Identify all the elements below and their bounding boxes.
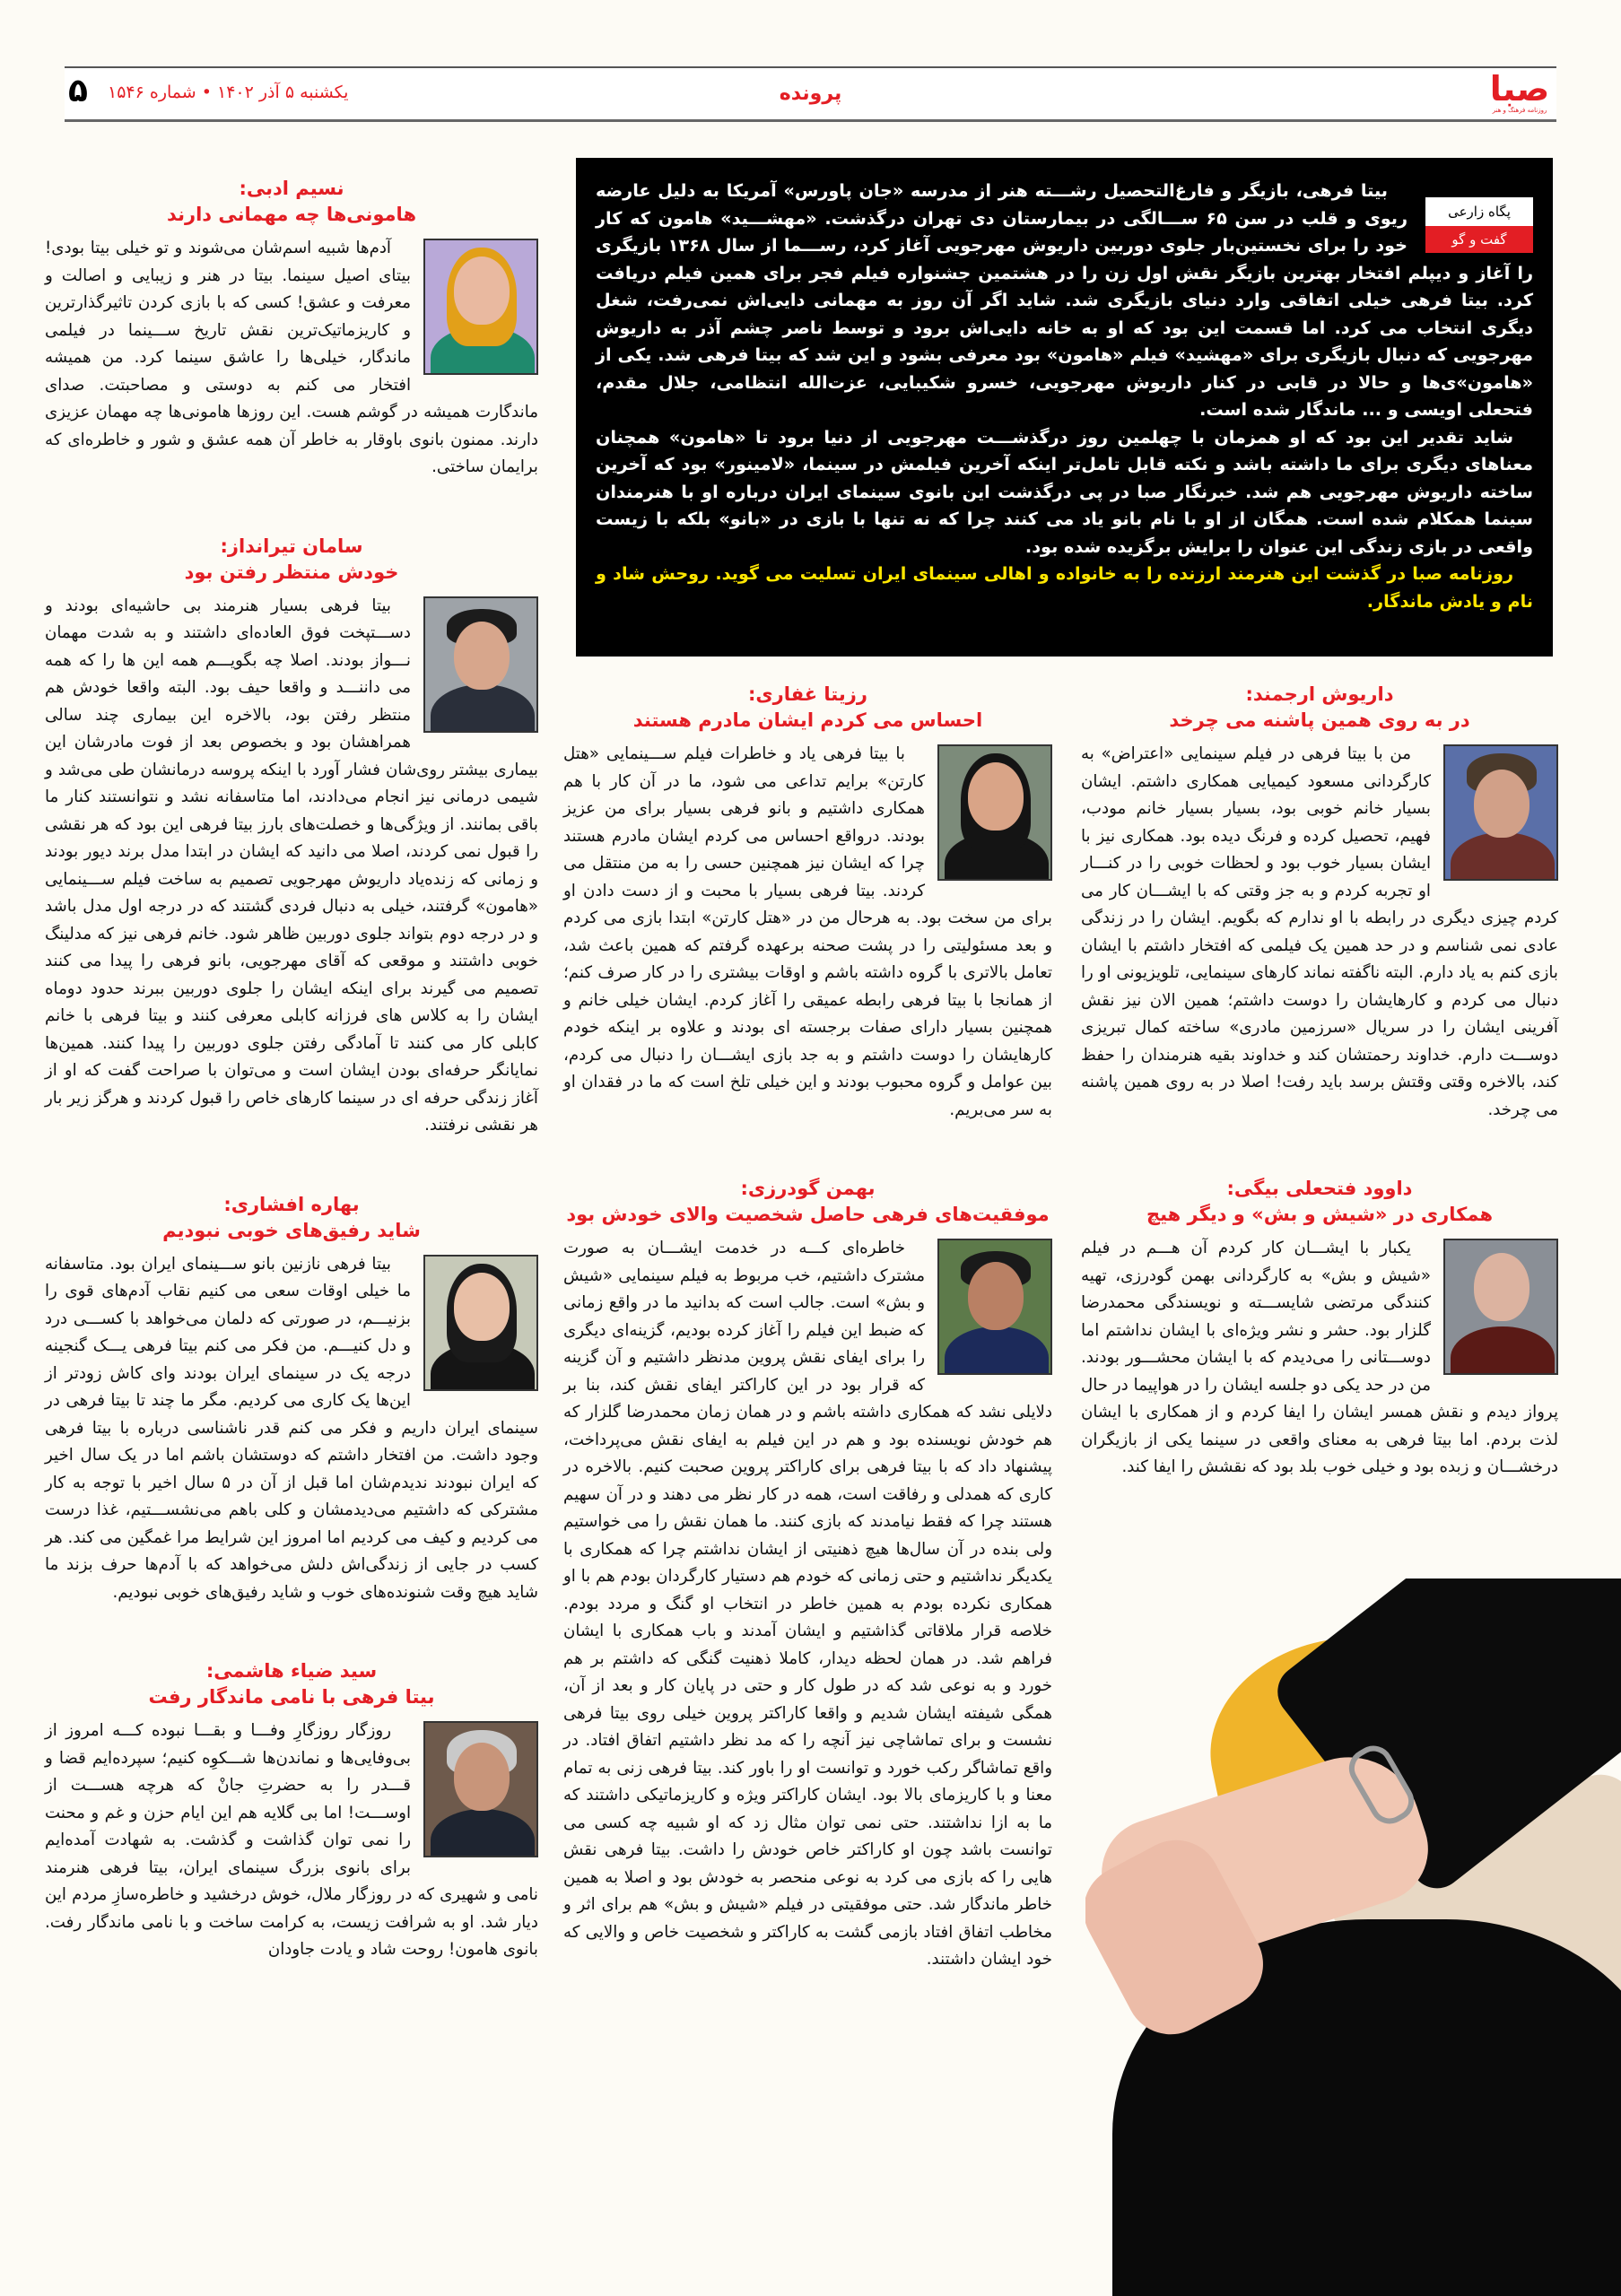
- story-speaker: سید ضیاء هاشمی:: [205, 1660, 378, 1682]
- story-text: خاطره‌ای کـــه در خدمت ایشـــان به صورت مشترک داشتیم، خب مربوط به فیلم سینمایی «شیش و بش» است. جالب است که بدانید ما در واقع زمانی که ضبط این فیلم را آغاز کرده بودیم، گزینه‌ای دیگری را برای ایفای نقش پروین مدنظر داشتیم و آن گزینه که قرار بود در این کاراکتر ایفای نقش کند، بنا بر دلایلی نشد که همکاری داشته باشم و در همان زمان محمدرضا گلزار که هم خودش نویسنده بود و هم در این فیلم به ایفای نقش می‌پرداخت، پیشنهاد داد که با بیتا فرهی برای کاراکتر پروین صحبت کنیم. بالاخره در کاری که همدلی و رفاقت است، همه در کار نظر می دهند و در آن سهیم هستند چرا که فقط نیامدند که بازی کنند. ما همان نقش را می خواستیم ولی بنده در آن سال‌ها هیچ ذهنیتی از ایشان نداشتم چرا که همکاری با یکدیگر نداشتیم و حتی زمانی که خودم هم دستیار کارگردان بودم هم با او همکاری نکرده بودم به همین خاطر در انتخاب او گنگ و مردد بودم. خلاصه قرار ملاقاتی گذاشتیم و ایشان آمدند و باب همکاری با ایشان فراهم شد. در همان لحظه دیدار، کاملا ذهنیت گنگی که داشتم بر هم خورد و به نوعی شد که در طول کار و حتی در پایان کار و بعد از آن، همگی شیفته ایشان شدیم و واقعا کاراکتر پروین خیلی روی بیتا فرهی نشست و برای تماشاچی نیز آنچه را که مد نظر داشتیم اتفاق افتاد. در واقع تماشاگر رکب خورد و توانست او را باور کند. بیتا فرهی زنی به تمام معنا و با کاریزمای بالا بود. ایشان کاراکتر ویژه و کاریزماتیکی داشتند که ما به ازا نداشتند. حتی نمی توان مثال زد که او شبیه چه کسی می توانست باشد چون او کاراکتر خاص خودش را داشت. بیتا فرهی نقش هایی را که بازی می کرد به نوعی منحصر به خودش بود و اصلا به همین خاطر ماندگار شد. حتی موفقیتی در فیلم «شیش و بش» هم برای اثر و مخاطب اتفاق افتاد بازمی گشت به کاراکتر و شخصیت خاص و والایی که خود ایشان داشتند.: [563, 1239, 1052, 1969]
- logo-tagline: روزنامه فرهنگ و هنر: [1492, 107, 1547, 114]
- column-middle: [563, 682, 1052, 2026]
- story-speaker: داریوش ارجمند:: [1245, 683, 1394, 705]
- story-text: بیتا فرهی نازنین بانو ســـینمای ایران بود. متاسفانه ما خیلی اوقات سعی می کنیم نقاب آدم‌های قوی را بزنیـــم، در صورتی که دلمان می‌خواهد با کســـی درد و دل کنیـــم. من فکر می کنم بیتا فرهی یـــک گنجینه درجه یک در سینمای ایران بودند وای کاش زودتر از این‌ها یک کاری می کردیم. مگر ما چند تا بیتا فرهی در سینمای ایران داریم و فکر می کنم قدر ناشناسی درباره با بیتا فرهی وجود داشت. من افتخار داشتم که دوستشان باشم اما در یک سال اخیر که ایران نبودند ندیدم‌شان اما قبل از آن در ۵ سال اخیر با توجه به کار مشترکی که داشتیم می‌دیدمشان و کلی باهم می‌نشســـتیم، غذا درست می کردیم و کیف می کردیم اما امروز این شرایط مرا غمگین می کند. هر کسب در جایی از زندگی‌اش دلش می‌خواهد که با آدم‌ها حرف بزند ما شاید هیچ وقت شنونده‌های خوب و شاید رفیق‌های خوبی نبودیم.: [45, 1254, 538, 1602]
- story-arjmand: [1081, 682, 1558, 1124]
- page-number: ۵: [68, 73, 88, 109]
- story-body: [45, 1718, 538, 1964]
- hands-photo: [1085, 1578, 1621, 2296]
- issue-date-number: یکشنبه ۵ آذر ۱۴۰۲ • شماره ۱۵۴۶: [108, 83, 349, 102]
- story-adibi: [45, 176, 538, 482]
- byline-author: پگاه زارعی: [1425, 197, 1533, 226]
- story-goudarzi: [563, 1176, 1052, 1974]
- story-afshari: [45, 1192, 538, 1607]
- story-speaker: سامان تیرانداز:: [220, 535, 363, 557]
- story-body: [563, 741, 1052, 1124]
- story-body: [45, 1251, 538, 1607]
- story-speaker: بهاره افشاری:: [223, 1193, 360, 1215]
- story-text: یکبار با ایشـــان کار کردم آن هـــم در فیلم «شیش و بش» به کارگردانی بهمن گودرزی، تهیه کنندگی مرتضی شایســـته و نویسندگی محمدرضا گلزار بود. حشر و نشر ویژه‌ای با ایشان نداشتم اما دوســـتانی را می‌دیدم که با ایشان محشـــور بودند. من در حد یکی دو جلسه ایشان را در هواپیما در حال پرواز دیدم و نقش همسر ایشان را ایفا کردم و از همکاری با ایشان لذت بردم. اما بیتا فرهی به معنای واقعی در سینما یکی از بازیگران درخشـــان و زبده بود و خیلی خوب بلد بود که نقشش را ایفا کند.: [1081, 1239, 1558, 1476]
- story-body: [1081, 741, 1558, 1124]
- story-text: بیتا فرهی بسیار هنرمند بی حاشیه‌ای بودند و دســـتپخت فوق العاده‌ای داشتند و به شدت مهمان نـــواز بودند. اصلا چه بگویـــم همه این ها را که همه می داننـــد و واقعا حیف بود. البته واقعا خودش هم منتظر رفتن بود، بالاخره این بیماری چند سالی همراهشان بود و بخصوص بعد از فوت مادرشان این بیماری بیشتر روی‌شان فشار آورد با اینکه پروسه درمانشان طی می‌شد و شیمی درمانی نیز انجام می‌دادند، اما متاسفانه نشد و نتوانستند کنار ما باقی بمانند. از ویژگی‌ها و خصلت‌های بارز بیتا فرهی این بود که هر نقشی را قبول نمی کردند، اصلا می دانید که ایشان در ابتدا مدل برند دیور بودند و زمانی که زنده‌یاد داریوش مهرجویی تصمیم به ساخت فیلم ســـینمایی «هامون» گرفتند، خیلی به دنبال فردی گشتند که در درجه اول مدل باشد و در درجه دوم بتواند جلوی دوربین ظاهر شود. خانم فرهی نیز که مدلینگ خوبی داشتند و موقعی که آقای مهرجویی، بانو فرهی را پیدا می کنند تصمیم می گیرند برای اینکه ایشان را جلوی دوربین ببرند حدود دوماه ایشان را به کلاس های فرزانه کابلی معرفی کنند و بیتا فرهی با خانم کابلی کار می کنند تا آمادگی رفتن جلوی دوربین را پیدا کنند. همین‌ها نمایانگر حرفه‌ای بودن ایشان است و می‌توان با صراحت گفت که او از آغاز زندگی حرفه ای در سینما کارهای خاص را قبول کردند و هرگز زیر بار هر نقشی نرفتند.: [45, 596, 538, 1135]
- portrait-photo: [937, 1239, 1052, 1375]
- story-headline: شاید رفیق‌های خوبی نبودیم: [162, 1219, 421, 1241]
- story-text: من با بیتا فرهی در فیلم سینمایی «اعتراض» به کارگردانی مسعود کیمیایی همکاری داشتم. ایشان بسیار خانم خوبی بود، بسیار بسیار خانم مودب، فهیم، تحصیل کرده و فرنگ دیده بود. همکاری نیز با ایشان بسیار خوب بود و لحظات خوبی را در کنـــار او تجربه کردم و به جز وقتی که با ایشـــان کار می کردم چیزی دیگری در رابطه با او ندارم که بگویم. ایشان را در زندگی عادی نمی شناسم و در حد همین یک فیلمی که افتخار داشتم با ایشان بازی کنم به یاد دارم. البته ناگفته نماند کارهای سینمایی، تلویزیونی او را دنبال می کردم و کارهایشان را دوست داشتم؛ همین الان نیز نقش آفرینی ایشان را در سریال «سرزمین مادری» ساخته کمال تبریزی دوســـت دارم. خداوند رحمتشان کند و خداوند بقیه هنرمندان را حفظ کند، بالاخره وقتی وقتش برسد باید رفت! اصلا در به روی همین پاشنه می چرخد.: [1081, 744, 1558, 1119]
- byline-type: گفت و گو: [1425, 226, 1533, 253]
- story-body: [45, 235, 538, 482]
- story-text: روزگار روزگارِ وفـــا و بقـــا نبوده کـــه امروز از بی‌وفایی‌ها و نماندن‌ها شـــکوِه کنیم؛ سپرده‌ایم قضا و قـــدر را به حضرتِ جانْ که هرچه هســـت از اوســـت! اما بی گلایه هم این ایام حزن و غم و محنت را نمی توان گذاشت و گذشت. به شهادت آمده‌ایم برای بانوی بزرگ سینمای ایران، بیتا فرهی هنرمند نامی و شهیری که در روزگار ملال، خوش درخشید و خاطره‌سازِ مردم این دیار شد. او به شرافت زیست، به کرامت ساخت و با نامی ماندگار رفت. بانوی هامون! روحت شاد و یادت جاودان: [45, 1721, 538, 1959]
- intro-paragraph: شاید تقدیر این بود که او همزمان با چهلمین روز درگذشـــت مهرجویی از دنیا برود تا «هامون» همچنان معناهای دیگری برای ما داشته باشد و نکته قابل تامل‌تر اینکه آخرین فیلمش در سینما، «لامینور» بود که آخرین ساخته داریوش مهرجویی هم شد. خبرنگار صبا در پی درگذشت این بانوی سینمای ایران درباره او با هنرمندان سینما همکلام شده است. همگان از او با نام بانو یاد می کنند چرا که نه تنها با بازی در «بانو» بلکه با زیست واقعی در بازی زندگی این عنوان را برایش برگزیده شده بود.: [596, 426, 1533, 557]
- story-body: [45, 593, 538, 1140]
- story-text: با بیتا فرهی یاد و خاطرات فیلم ســـینمایی «هتل کارتن» برایم تداعی می شود، ما در آن کار با هم همکاری داشتیم و بانو فرهی بسیار برای من عزیز بودند. درواقع احساس می کردم ایشان مادرم هستند چرا که ایشان نیز همچنین حسی را به من منتقل می کردند. بیتا فرهی بسیار با محبت و از دست دادن او برای من سخت بود. به هرحال من در «هتل کارتن» ابتدا بازی می کردم و بعد مسئولیتی را در پشت صحنه برعهده گرفتم که همین باعث شد، تعامل بالاتری با گروه داشته باشم و اوقات بیشتری را در کار صرف کنم؛ از همانجا با بیتا فرهی رابطه عمیقی را آغاز کردم. ایشان خیلی خانم و همچنین بسیار دارای صفات برجسته ای بودند و علاوه بر اینکه خودم کارهایشان را دوست داشتم و به جد بازی ایشـــان را دنبال می کردم، بین عوامل و گروه محبوب بودند و این خیلی تلخ است که ما در فقدان او به سر می‌بریم.: [563, 744, 1052, 1119]
- portrait-photo: [937, 744, 1052, 881]
- section-title: پرونده: [779, 83, 842, 105]
- portrait-photo: [423, 1255, 538, 1391]
- column-right: [1081, 682, 1558, 1534]
- story-headline: در به روی همین پاشنه می چرخد: [1169, 709, 1470, 731]
- column-left: [45, 176, 538, 2016]
- intro-paragraph: بیتا فرهی، بازیگر و فارغ‌التحصیل رشـــته هنر از مدرسه «جان پاورس» آمریکا به دلیل عارضه ریوی و قلب در سن ۶۵ ســـالگی در بیمارستان دی تهران درگذشت. «مهشـــید» هامون که کار خود را برای نخستین‌بار جلوی دوربین داریوش مهرجویی آغاز کرد، رســـما از سال ۱۳۶۸ بازیگری را آغاز و دیپلم افتخار بهترین بازیگر نقش اول زن را در هشتمین جشنواره فیلم فجر برای همین فیلم دریافت کرد. بیتا فرهی خیلی اتفاقی وارد دنیای بازیگری شد. شاید اگر آن روز به مهمانی دایی‌اش نمی‌رفت، شغل دیگری انتخاب می کرد. اما قسمت این بود که او به خانه دایی‌اش برود و توسط ناصر چشم آذر به داریوش مهرجویی که دنبال بازیگری برای «مهشید» فیلم «هامون» بود معرفی بشود و این شد که بیتا فرهی شد. یکی از «هامون»ی‌ها و حالا در قابی در کنار داریوش مهرجویی، خسرو شکیبایی، عزت‌الله انتظامی، جلال مقدم، فتحعلی اویسی و ... ماندگار شده است.: [596, 180, 1533, 420]
- story-headline: هامونی‌ها چه مهمانی دارند: [166, 204, 417, 225]
- story-headline: خودش منتظر رفتن بود: [184, 561, 399, 583]
- portrait-photo: [1443, 1239, 1558, 1375]
- story-tirandaz: [45, 534, 538, 1140]
- story-headline: همکاری در «شیش و بش» و دیگر هیچ: [1146, 1204, 1494, 1225]
- story-headline: بیتا فرهی با نامی ماندگار رفت: [148, 1686, 435, 1708]
- condolence-message: روزنامه صبا در گذشت این هنرمند ارزنده را به خانواده و اهالی سینمای ایران تسلیت می گوید. روحش شاد و نام و یادش ماندگار.: [596, 563, 1533, 612]
- story-fathalibeigi: [1081, 1176, 1558, 1482]
- story-headline: احساس می کردم ایشان مادرم هستند: [632, 709, 983, 731]
- story-body: [563, 1235, 1052, 1974]
- portrait-photo: [423, 239, 538, 375]
- byline: [1425, 197, 1533, 253]
- masthead: [65, 66, 1556, 122]
- portrait-photo: [1443, 744, 1558, 881]
- story-ghaffari: [563, 682, 1052, 1124]
- story-speaker: بهمن گودرزی:: [740, 1178, 876, 1199]
- portrait-photo: [423, 1721, 538, 1857]
- logo-wordmark: صبا: [1489, 69, 1550, 109]
- story-body: [1081, 1235, 1558, 1482]
- story-headline: موفقیت‌های فرهی حاصل شخصیت والای خودش بود: [566, 1204, 1050, 1225]
- story-speaker: نسیم ادبی:: [239, 178, 344, 199]
- portrait-photo: [423, 596, 538, 733]
- story-text: آدم‌ها شبیه اسم‌شان می‌شوند و تو خیلی بیتا بودی! بیتای اصیل سینما. بیتا در هنر و زیبایی و اصالت و معرفت و عشق! کسی که با بازی کردن تاثیرگذارترین و کاریزماتیک‌ترین نقش تاریخ ســـینما در فیلمی ماندگار، خیلی‌ها را عاشق سینما کرد. من همیشه افتخار می کنم به دوستی و مصاحبتت. صدای ماندگارت همیشه در گوشم هست. این روزها هامونی‌ها چه مهمان عزیزی دارند. ممنون بانوی باوقار به خاطر آن همه عشق و شور و خاطره‌ای که برایمان ساختی.: [45, 239, 538, 476]
- story-speaker: داوود فتحعلی بیگی:: [1226, 1178, 1413, 1199]
- story-hashemi: [45, 1658, 538, 1964]
- story-speaker: رزیتا غفاری:: [748, 683, 867, 705]
- intro-box: [576, 158, 1553, 657]
